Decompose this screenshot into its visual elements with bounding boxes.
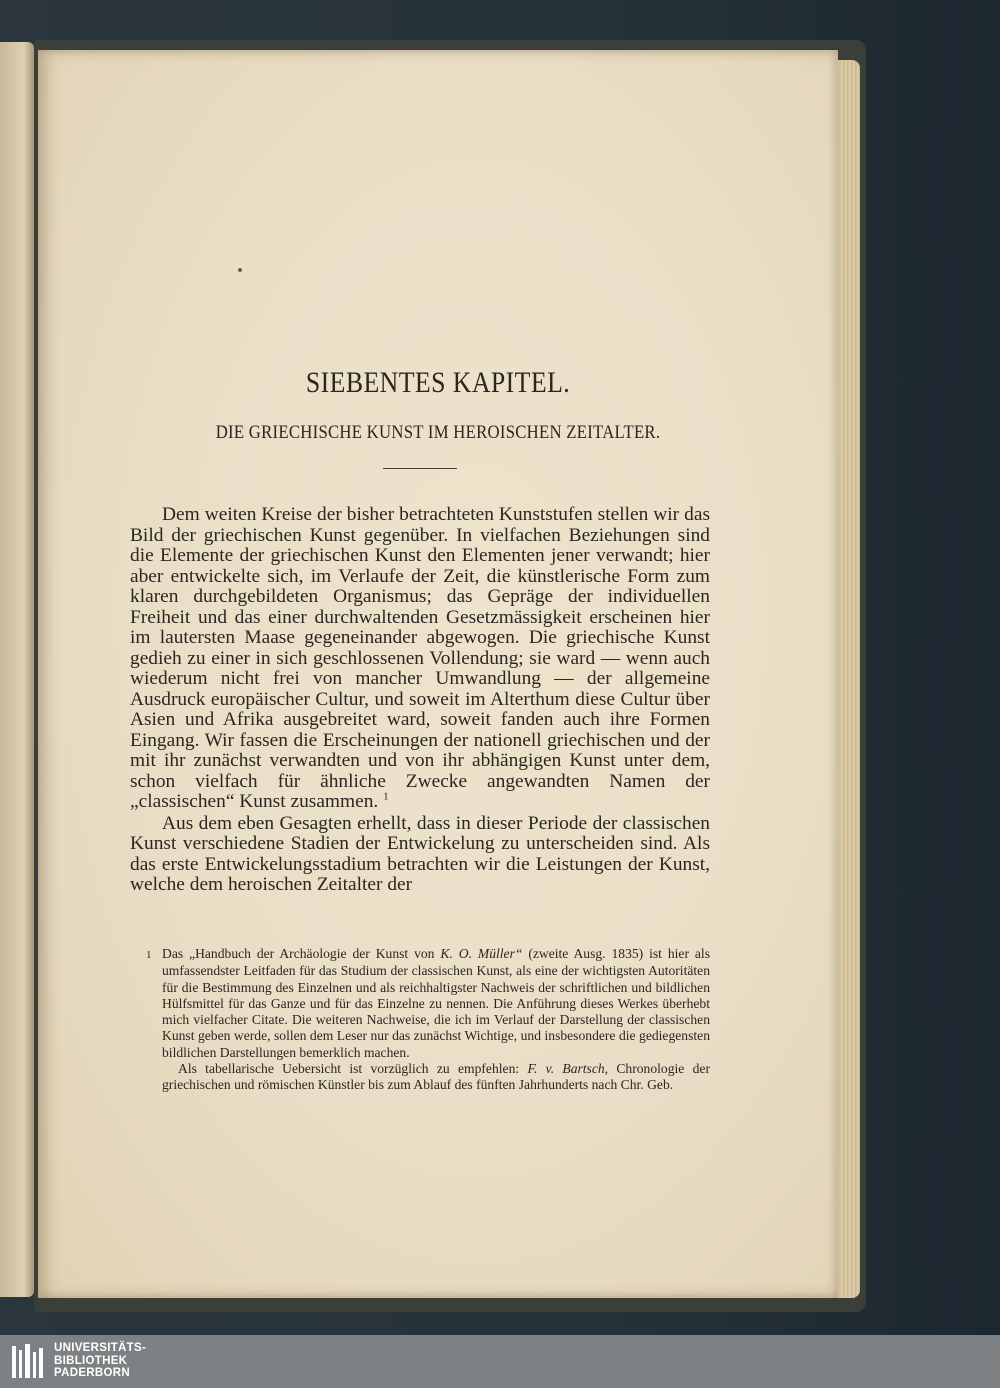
paragraph-1-text: Dem weiten Kreise der bisher betrachteten Kunststufen stellen wir das Bild der griechischen Kunst gegenüber. In vielfachen Beziehungen sind die Elemente der griechischen Kunst den Elementen jener verwandt; hier aber entwickelte sich, im Verlaufe der Zeit, die künstlerische Form zum klaren durchgebildeten Organismus; das Gepräge der individuellen Freiheit und das einer durchwaltenden Gesetzmässigkeit erscheinen hier im lautersten Maase gegeneinander abgewogen. Die griechische Kunst gedieh zu einer in sich geschlossenen Vollendung; sie ward — wenn auch wiederum nicht frei von mancher Umwandlung — der allgemeine Ausdruck europäischer Cultur, und soweit im Alterthum diese Cultur über Asien und Afrika ausgebreitet ward, soweit fanden auch ihre Formen Eingang. Wir fassen die Erscheinungen der nationell griechischen und der mit ihr zunächst verwandten und von ihr abhängigen Kunst unter dem, schon vielfach für ähnliche Zwecke angewandten Namen der „classischen“ Kunst zusammen. (130, 504, 710, 812)
footnote-1-continuation (162, 1061, 710, 1094)
footnote-number: 1 (146, 949, 152, 961)
logo-line-3: PADERBORN (54, 1367, 130, 1379)
library-footer (0, 1335, 1000, 1388)
footnotes (146, 946, 710, 1094)
library-logo-icon (10, 1342, 48, 1382)
logo-line-2: BIBLIOTHEK (54, 1354, 128, 1367)
title-divider (383, 468, 457, 469)
footnote-2-text-b: Chronologie der griechischen und römischen Künstler bis zum Ablauf des fünften Jahrhunderts nach Chr. Geb. (162, 1061, 710, 1093)
footnote-2-author: F. v. Bartsch, (527, 1061, 609, 1077)
paragraph-1 (130, 505, 710, 813)
logo-line-1: UNIVERSITÄTS- (54, 1342, 147, 1354)
footnote-1-text-a: Das „Handbuch der Archäologie der Kunst von (162, 946, 441, 961)
footnote-1-text-b: (zweite Ausg. 1835) ist hier als umfassendster Leitfaden für das Studium der classischen Kunst, als eine der wichtigsten Autoritäten für die Bestimmung des Einzelnen und als reichhaltigster Nachweis der schriftlichen und bildlichen Hülfsmittel für das Ganze und für das Einzelne zu nennen. Die Anführung dieses Werkes überhebt mich vielfacher Citate. Die weiteren Nachweise, die ich im Verlauf der Darstellung der classischen Kunst geben werde, sollen dem Leser nur das zunächst Wichtige, und insbesondere die gediegensten bildlichen Darstellungen bemerklich machen. (162, 946, 710, 1060)
facing-page-edge (0, 42, 34, 1297)
footnote-1-author: K. O. Müller“ (440, 946, 523, 961)
chapter-title: SIEBENTES KAPITEL. (305, 366, 571, 399)
paper-speck (238, 268, 242, 272)
body-text (130, 505, 710, 896)
footnote-reference: 1 (383, 790, 389, 803)
paragraph-2: Aus dem eben Gesagten erhellt, dass in dieser Periode der classischen Kunst verschiedene Stadien der Entwickelung zu unterscheiden sind. Als das erste Entwickelungsstadium betrachten wir die Leistungen der Kunst, welche dem heroischen Zeitalter der (130, 812, 710, 895)
chapter-subtitle: DIE GRIECHISCHE KUNST IM HEROISCHEN ZEITALTER. (215, 422, 661, 443)
library-logo-text (54, 1342, 146, 1380)
footnote-2-text-a: Als tabellarische Uebersicht ist vorzüglich zu empfehlen: (178, 1061, 528, 1077)
footnote-1 (146, 946, 710, 1061)
book-page (38, 50, 838, 1298)
